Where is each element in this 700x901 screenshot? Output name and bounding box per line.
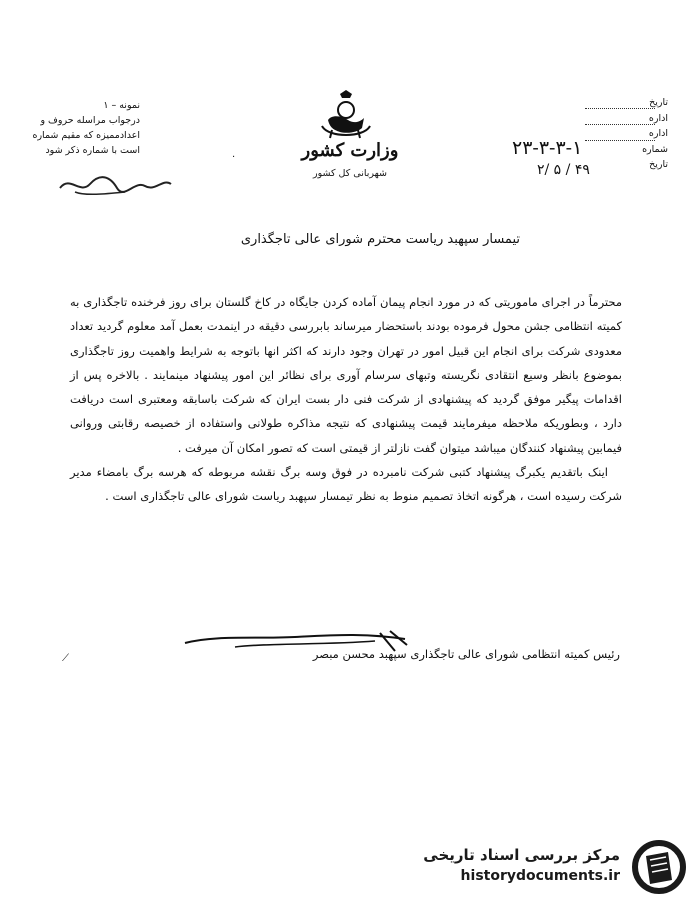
ref-label-number: شماره [642, 143, 668, 155]
watermark-url: historydocuments.ir [460, 868, 620, 884]
form-number: نمونه – ۱ [103, 100, 140, 111]
watermark-title: مرکز بررسی اسناد تاریخی [423, 846, 620, 864]
handwritten-note [55, 170, 175, 202]
lion-and-sun-emblem-icon [318, 90, 374, 140]
archive-logo-icon [628, 840, 690, 894]
addressee-line: تیمسار سپهبد ریاست محترم شورای عالی تاجگذاری [240, 232, 520, 247]
ref-label-date-2: تاریخ [649, 159, 668, 170]
handwritten-scribble [55, 170, 175, 198]
body-paragraph-2: اینک باتقدیم یکبرگ پیشنهاد کتبی شرکت نامبرده در فوق وسه برگ نقشه مربوطه که هرسه برگ بامضاء مدیر شرکت رسیده است ، هرگونه اتخاذ تصمیم منوط به نظر تیمسار سپهبد ریاست شورای عالی تاجگذاری است . [70, 465, 622, 504]
ref-dotted-line [585, 140, 655, 141]
ref-label-office-2: اداره [648, 128, 668, 139]
signature-line: رئیس کمیته انتظامی شورای عالی تاجگذاری سپهبد محسن مبصر [312, 647, 620, 661]
reference-block [590, 95, 668, 173]
police-department: شهربانی کل کشور [313, 168, 387, 179]
form-header-left [0, 98, 140, 158]
ministry-name: وزارت کشور [301, 140, 399, 161]
letter-number: ۲۳-۳-۳-۱ [512, 137, 583, 159]
letter-date: ۲/ ۵ / ۴۹ [537, 162, 590, 178]
form-line-2: اعدادمميزه که مقيم شماره [32, 130, 140, 141]
stray-mark: ⟋ [62, 653, 69, 664]
form-line-3: است با شماره ذکر شود [45, 145, 140, 156]
ref-label-date-1: تاریخ [649, 97, 668, 108]
ref-dotted-line [585, 108, 655, 109]
ref-label-office-1: اداره [648, 112, 668, 124]
body-paragraph-1: محترماً در اجرای ماموریتی که در مورد انجام پیمان آماده کردن جایگاه در کاخ گلستان برای روز فرخنده تاجگذاری به کمیته انتظامی جشن محول فرموده بودند باستحضار میرساند بابررسی دقیقه در اینمدت بعمل آمد معلوم گردید تعداد معدودی شرکت برای انجام این قبیل امور در تهران وجود دارند که اکثر انها باتوجه به شرایط واهمیت روز تاجگذاری بموضوع بانظر وسیع انتقادی نگریسته وتبهای سرسام آوری برای نظائر این امور پیشنهاد مینمایند . بالاخره پس از اقدامات پیگیر موفق گردید که پیشنهادی از شرکت فنی دار بست ایران که شرکت باسابقه ومعتبری است دریافت دارد ، وبطوریکه ملاحظه میفرمایند قیمت پیشنهادی که نتیجه مذاکره طولانی واستفاده از خصیصه رقابتی وروانی فیمابین پیشنهاد کنندگان میباشد میتوان گفت نازلتر از قیمتی است که تصور امکان آن میرفت . [70, 295, 622, 455]
ref-dotted-line [585, 124, 655, 125]
form-line-1: درجواب مراسله حروف و [40, 115, 140, 126]
stray-mark: · [232, 152, 236, 163]
letter-body [70, 290, 622, 509]
